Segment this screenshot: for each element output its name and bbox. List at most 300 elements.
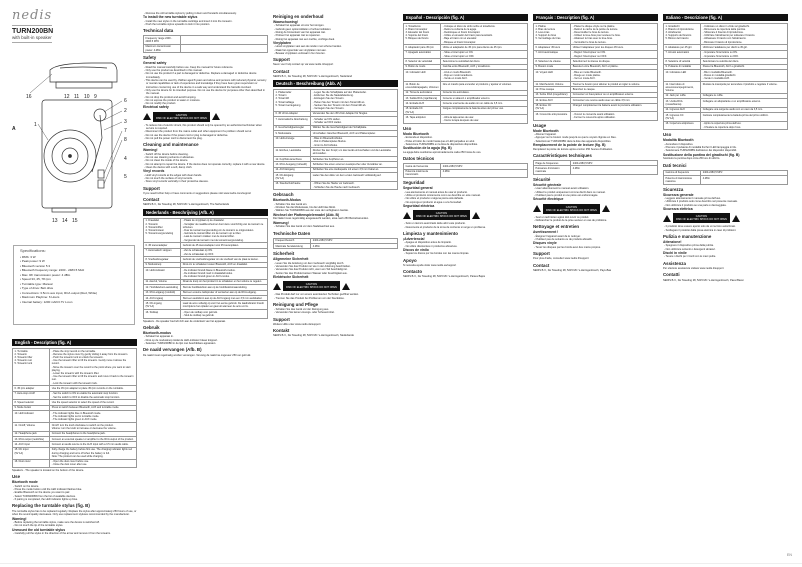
list-item: - Press the mode button until the LED indicator flashes blue. bbox=[13, 488, 83, 492]
list-item: - Druk op de modusknop totdat de LED-indicator blauw knippert. bbox=[144, 338, 218, 342]
part-name-cell: 9. Pulsante di modalità bbox=[664, 64, 701, 69]
table-row bbox=[404, 106, 528, 115]
part-name-cell: Potenza di trasmissione massima bbox=[664, 176, 701, 185]
part-name-cell: 1. Plattenteller 2. Tonarm 3. Tonarmlift 4. Tonarmablage 5. Tonarmverriegelung bbox=[274, 90, 311, 111]
part-description-cell: Schließen Sie einen externen Lautsprecher oder Verstärker an. bbox=[311, 162, 398, 167]
subheading: Allgemeine Sicherheit bbox=[273, 257, 309, 262]
part-description-cell: Laden Sie den Akku vor dem ersten Gebrauch vollständig auf. bbox=[311, 173, 398, 182]
table-row bbox=[664, 113, 788, 122]
warning-triangle-icon bbox=[472, 212, 480, 219]
description-table bbox=[143, 35, 268, 53]
part-name-cell: 14. Ingresso AUX bbox=[664, 107, 701, 112]
part-description-cell: Collegare un altoparlante o un amplificatore esterno. bbox=[701, 99, 788, 108]
part-name-cell: 14. Entrée AUX bbox=[534, 98, 571, 103]
list-item: - Do not pull the power cord to disconnect the plug. bbox=[144, 137, 203, 141]
section-heading: Replacing the turntable stylus (fig. B) bbox=[12, 503, 90, 509]
spec-item: • Bluetooth version 5.3 bbox=[20, 264, 128, 269]
part-description-cell: Chargez complètement la batterie avant la première utilisation. bbox=[571, 103, 658, 112]
part-description-cell: 4 dBm bbox=[571, 166, 658, 175]
part-description-cell bbox=[181, 36, 268, 45]
part-name-cell: 8. Snelheidsregelaar bbox=[144, 257, 181, 262]
list-item: - Houd vinylplaten vast aan de randen met schone handen. bbox=[274, 45, 342, 49]
part-description-cell: - De indicator brandt blauw in Bluetooth-modus. - De indicator brandt rood in draaitafelmodus. - De indicator brandt groen in AUX-modus. bbox=[181, 268, 268, 280]
section-heading: Caractéristiques techniques bbox=[533, 153, 592, 159]
part-name-cell: Potencia máxima de transmisión bbox=[404, 169, 441, 178]
table-row bbox=[13, 422, 137, 431]
part-description-cell: - Plaats de vinylplaat op de draaitafel. - Verwijder de naaldbeschermer door deze voorzichtig van de toonarm te schuiven. - Duw de toonarmvergrendeling om de toonarm te ontgrendelen. - Gebruik de toonarmlifter om de toonarm op te tillen. - Laat de toonarm zakken met de toonarmlifter. - Vergrendel de toonarm met de toonarmvergrendeling. bbox=[181, 218, 268, 243]
part-name-cell: Maximum transmission power: 4 dBm bbox=[144, 44, 181, 53]
list-item: - Spegnere il dispositivo prima della pulizia. bbox=[664, 244, 714, 248]
part-description-cell bbox=[181, 44, 268, 53]
part-name-cell: 13. Uscita RCA (rossa/bianca) bbox=[664, 99, 701, 108]
list-item: - Do not touch the tip of the turntable stylus. bbox=[13, 524, 64, 528]
table-row bbox=[144, 301, 268, 310]
list-item: - No utilice el producto si alguna pieza está dañada. bbox=[404, 197, 464, 201]
description-table bbox=[403, 163, 528, 178]
table-row bbox=[664, 24, 788, 45]
part-description-cell: Passa tra Bluetooth, AUX e giradischi. bbox=[701, 64, 788, 69]
subheading: Mode Bluetooth bbox=[533, 128, 559, 133]
subheading: To install the new turntable stylus bbox=[143, 15, 198, 20]
part-description-cell: Connectez un haut-parleur ou un amplificateur externe. bbox=[571, 92, 658, 97]
list-item: - Do not use the device if the power cord or plug is damaged or defective. bbox=[144, 133, 229, 137]
section-heading: Support bbox=[533, 251, 550, 256]
part-name-cell: 9. Bouton mode bbox=[534, 64, 571, 69]
table-row bbox=[534, 50, 658, 59]
part-name-cell: 10. LED indicator bbox=[13, 411, 50, 423]
diagram-label: 14 bbox=[62, 218, 68, 224]
part-name-cell: 16. Dust cover bbox=[13, 459, 50, 468]
paragraph: Sostituire la puntina dopo circa 250 ore di utilizzo. bbox=[663, 157, 721, 161]
paragraph: De naald moet regelmatig worden vervangen. Vervang de naald na ongeveer 250 uur gebruik. bbox=[143, 353, 251, 357]
part-description-cell: Connect the headphones to the headphone jack. bbox=[50, 431, 137, 436]
list-item: - Non utilizzare il prodotto se una parte è danneggiata. bbox=[664, 203, 727, 207]
list-item: - Leggere attentamente il manuale prima dell'uso. bbox=[664, 197, 721, 201]
section-heading: Limpieza y mantenimiento bbox=[403, 230, 458, 236]
list-item: - Setzen Sie das Produkt keinem Wasser oder Feuchtigkeit aus. bbox=[274, 271, 348, 275]
section-heading: Usage bbox=[533, 122, 547, 128]
section-heading: Dati tecnici bbox=[663, 162, 687, 168]
list-item: - Seul un technicien agréé doit ouvrir ce produit. bbox=[534, 215, 590, 219]
subheading: Unmount the old turntable stylus bbox=[12, 527, 66, 532]
table-row bbox=[144, 44, 268, 53]
part-name-cell: 14. AUX-Eingang bbox=[274, 167, 311, 172]
paragraph: NEDIS B.V., De Tweeling 28, 5215 MC 's-Hertogenbosch, Niederlande bbox=[273, 334, 354, 338]
subheading: Modalità Bluetooth bbox=[663, 138, 694, 143]
subheading: General safety bbox=[143, 61, 167, 66]
description-table bbox=[663, 170, 788, 185]
table-row bbox=[534, 112, 658, 121]
divider bbox=[12, 25, 52, 26]
warning-triangle-icon bbox=[732, 215, 740, 222]
description-table bbox=[533, 23, 658, 121]
section-heading: Reinigung und Pflege bbox=[273, 301, 319, 307]
diagram-label: 1 bbox=[34, 122, 37, 128]
footer-rule bbox=[0, 563, 802, 564]
diagram-label: 12 bbox=[64, 94, 70, 100]
description-table bbox=[273, 238, 398, 250]
table-row bbox=[664, 81, 788, 93]
diagram-label: 11 bbox=[74, 94, 80, 100]
section-header: Français : Description (fig. A) bbox=[533, 14, 658, 21]
diagram-label: 3 bbox=[124, 119, 127, 125]
section-heading: Cleaning and maintenance bbox=[143, 142, 199, 148]
part-name-cell: 7. Arresto automatico bbox=[664, 50, 701, 59]
section-heading: Seguridad bbox=[403, 180, 425, 186]
section-heading: Contact bbox=[143, 197, 160, 203]
spec-item: • Type of drive: Belt drive bbox=[20, 286, 128, 291]
table-row bbox=[274, 181, 398, 190]
section-heading: Technische Daten bbox=[273, 230, 311, 236]
part-name-cell: 16. Tapa antipolvo bbox=[404, 115, 441, 124]
table-row bbox=[664, 70, 788, 82]
part-description-cell: Gire el mando para encender el producto y ajustar el volumen. bbox=[441, 81, 528, 90]
part-description-cell: Drehen Sie den Knopf, um das Gerät einzuschalten und die Lautstärke einzustellen. bbox=[311, 148, 398, 157]
part-description-cell: Umschalten zwischen Bluetooth, AUX und Plattenspieler. bbox=[311, 131, 398, 136]
list-item: - To reduce risk of electric shock, this product should only be opened by an authorized technician when service is required. bbox=[144, 123, 262, 131]
table-row bbox=[404, 50, 528, 59]
table-row bbox=[404, 81, 528, 90]
section-heading: Contact bbox=[533, 262, 550, 268]
list-item: - Schakel het apparaat in. bbox=[144, 335, 174, 339]
list-item: - Only use the device for its intended purpose. Do not use the device for purposes other than described in the manual. bbox=[144, 88, 265, 96]
part-name-cell: 16. Staubschutzhaube bbox=[274, 181, 311, 190]
part-description-cell: - Legen Sie die Schallplatte auf den Plattenteller. - Entfernen Sie die Nadelabdeckung. - Entriegeln Sie den Tonarm. - Heben Sie den Tonarm mit dem Tonarmlift an. - Senken Sie den Tonarm mit dem Tonarmlift ab. - Verriegeln Sie den Tonarm. bbox=[311, 90, 398, 111]
part-name-cell: 9. Botón de modo bbox=[404, 64, 441, 69]
caution-label bbox=[273, 281, 398, 291]
part-name-cell: 9. Modusknop bbox=[144, 262, 181, 267]
part-description-cell: Schließen Sie eine Audioquelle mit einem 3,5 mm Kabel an. bbox=[311, 167, 398, 172]
list-item: - Desconecte el producto de la toma de corriente si surge un problema. bbox=[404, 225, 486, 229]
part-name-cell: 14. Entrada AUX bbox=[404, 101, 441, 106]
list-item: - Schalten Sie das Gerät ein. bbox=[274, 202, 308, 206]
part-description-cell: Utilisez l'adaptateur pour les disques 45 tours. bbox=[571, 45, 658, 50]
section-heading: Apoyo bbox=[403, 257, 417, 263]
part-description-cell: - Coloque el disco de vinilo sobre el tocadiscos. - Retire la cubierta de la aguja. - Desbloquee el brazo fonocaptor. - Utilice el elevador del brazo para levantarlo. - Baje el brazo con el elevador. - Bloquee el brazo fonocaptor. bbox=[441, 24, 528, 45]
part-name-cell: 15. DC-ingang (5V 1A) bbox=[144, 301, 181, 310]
paragraph: NEDIS B.V., De Tweeling 28, 5215 MC 's-Hertogenbosch, Nederland bbox=[273, 75, 352, 79]
list-item: - Lesen Sie die Anleitung vor dem Gebrauch sorgfältig durch. bbox=[274, 261, 345, 265]
part-description-cell: Press to switch between Bluetooth, AUX and turntable mode. bbox=[50, 405, 137, 410]
list-item: - This device can be used by children aged 8 years and above and persons with reduced physical, sensory or mental capabilities or lack of experience and knowledge if they have been given supervision or instruction concerning use of the device in a safe way and understand the hazards involved. bbox=[144, 79, 267, 89]
caution-label bbox=[403, 210, 528, 220]
section-header: Español - Descripción (fig. A) bbox=[403, 14, 528, 21]
section-heading: Pulizia e manutenzione bbox=[663, 233, 712, 239]
paragraph: NEDIS B.V., De Tweeling 28, 5215 MC 's-Hertogenbosch, Pays-Bas bbox=[533, 268, 612, 272]
list-item: - Tenere i dischi per i bordi con le mani pulite. bbox=[664, 255, 716, 259]
divider bbox=[12, 42, 52, 43]
part-description-cell: Sluit de hoofdtelefoon aan op de hoofdtelefoonaansluiting. bbox=[181, 285, 268, 290]
part-description-cell: - Azul en modo Bluetooth. - Rojo en modo tocadiscos. - Verde en modo AUX. bbox=[441, 70, 528, 82]
section-heading: Safety bbox=[143, 55, 157, 61]
list-item: - Switch off the device before cleaning. bbox=[144, 152, 189, 156]
part-name-cell: 1. Platine 2. Bras de lecture 3. Lève-bras 4. Support du bras 5. Verrouillage du bras bbox=[534, 24, 571, 45]
warning-triangle-icon bbox=[273, 283, 281, 290]
model-title: TURN200BN bbox=[12, 28, 54, 35]
paragraph: NEDIS B.V., De Tweeling 28, 5215 MC 's-Hertogenbosch, Países Bajos bbox=[403, 275, 486, 279]
part-name-cell: 12. Prise casque bbox=[534, 87, 571, 92]
section-heading: Assistenza bbox=[663, 260, 686, 266]
list-item: - Seleccione TURN200BN en la lista de dispositivos disponibles. bbox=[404, 142, 478, 146]
table-row bbox=[144, 248, 268, 257]
part-name-cell: 11. Marche/arrêt, Volume bbox=[534, 81, 571, 86]
part-name-cell: 12. Hoofdtelefoon-aansluiting bbox=[144, 285, 181, 290]
part-name-cell: 13. RCA-uitgang (rood/wit) bbox=[144, 290, 181, 295]
table-row bbox=[13, 459, 137, 468]
list-item: - Trennen Sie das Produkt bei Problemen von der Steckdose. bbox=[274, 296, 345, 300]
section-heading: Gebrauch bbox=[273, 192, 294, 198]
caution-subtitle: RISK OF ELECTRIC SHOCK DO NOT OPEN bbox=[156, 116, 207, 120]
table-row bbox=[404, 169, 528, 178]
caution-box bbox=[283, 281, 340, 291]
paragraph: La aguja debe sustituirse aproximadamente cada 250 horas de uso. bbox=[403, 150, 482, 154]
description-table bbox=[403, 23, 528, 124]
subheading: Wechsel der Plattenspielernadel (Abb. B) bbox=[273, 212, 340, 217]
list-item: - Wählen Sie TURN200BN aus der Liste der verfügbaren Geräte. bbox=[274, 209, 349, 213]
part-name-cell: 1. Draaitafel 2. Toonarm 3. Toonarmlifter 4. Toonarmsteun 5. Toonarmvergrendeling bbox=[144, 218, 181, 243]
table-row bbox=[404, 70, 528, 82]
warning-triangle-icon bbox=[143, 113, 151, 120]
diagram-label: 9 bbox=[94, 94, 97, 100]
part-name-cell: 14. AUX input bbox=[13, 442, 50, 447]
part-description-cell: - Blau im Bluetooth-Modus. - Rot im Plattenspieler-Modus. - Grün im AUX-Modus. bbox=[311, 136, 398, 148]
subheading: Remplacement de la pointe de lecture (fig. B) bbox=[533, 143, 606, 148]
table-row bbox=[13, 411, 137, 423]
list-item: - Carefully pull the stylus in the direction of the arrow and remove it from the tonearm. bbox=[13, 531, 111, 535]
subheading: Seguridad general bbox=[403, 186, 433, 191]
list-item: - Switch on the device. bbox=[13, 484, 40, 488]
list-item: - Raak het oppervlak van vinylplaten niet aan. bbox=[274, 48, 327, 52]
list-item: - Accendere il dispositivo. bbox=[664, 142, 694, 146]
subheading: Bluetooth-modus bbox=[143, 330, 172, 335]
part-description-cell: Fully charge the battery before first use. The charging indicator lights red during charging and turns off when the battery is full. Note: The product can be used while charging. bbox=[50, 447, 137, 459]
subheading: Warning! bbox=[12, 516, 27, 521]
part-name-cell: 12. Toma de auriculares bbox=[404, 90, 441, 95]
part-description-cell: Sluit een externe luidspreker of versterker aan op de RCA-uitgang. bbox=[181, 290, 268, 295]
part-description-cell: - Abra la tapa antes de usar. - Cierre la tapa después de usar. bbox=[441, 115, 528, 124]
table-row bbox=[144, 310, 268, 319]
part-name-cell: 6. 45 U/min-Adapter bbox=[274, 111, 311, 116]
part-name-cell: 8. Speed selector bbox=[13, 400, 50, 405]
part-description-cell: - Open the dust cover before use. - Close the dust cover after use. bbox=[50, 459, 137, 468]
subheading: Sécurité générale bbox=[533, 183, 562, 187]
list-item: - Schalten Sie das Gerät vor dem Nadelwechsel aus. bbox=[274, 225, 335, 229]
spec-item: • Connections: 3.5mm aux input, RCA output (Red, White) bbox=[20, 291, 128, 296]
part-name-cell: 6. 45 toerenadapter bbox=[144, 243, 181, 248]
warning-triangle-icon bbox=[663, 215, 671, 222]
list-item: - N'utilisez pas le produit si une pièce est endommagée. bbox=[534, 194, 599, 197]
list-item: - Reinig de binnenkant van het apparaat niet. bbox=[274, 31, 326, 34]
subheading: Sicurezza generale bbox=[663, 192, 694, 197]
part-description-cell: 2400-2483,5 MHz bbox=[571, 161, 658, 166]
list-item: - Appuyez sur le bouton mode jusqu'à ce que le voyant clignote en bleu. bbox=[534, 136, 617, 140]
part-description-cell: - Sitúe el interruptor en ON. - Sitúe el interruptor en OFF. bbox=[441, 50, 528, 59]
part-description-cell: Tournez le bouton pour allumer le produit et régler le volume. bbox=[571, 81, 658, 86]
part-description-cell: 4 dBm bbox=[311, 243, 398, 248]
section-heading: Uso bbox=[403, 125, 412, 131]
subheading: ¡Advertencia! bbox=[403, 236, 425, 241]
part-description-cell: - Set the switch to ON to enable the automatic stop function. - Set the switch to OFF to disable the automatic stop function. bbox=[50, 391, 137, 400]
part-name-cell: 11. Aan/uit, Volume bbox=[144, 279, 181, 284]
part-description-cell: Wählen Sie die Geschwindigkeit der Schallplatte. bbox=[311, 125, 398, 130]
part-description-cell: Cambia entre Bluetooth, AUX y tocadiscos. bbox=[441, 64, 528, 69]
spec-item: • Peak power: 9 W bbox=[20, 259, 128, 264]
table-row bbox=[144, 268, 268, 280]
part-description-cell: Gebruik de 45 toerenadapter voor 45 toerenplaten. bbox=[181, 243, 268, 248]
list-item: - Encienda el dispositivo. bbox=[404, 136, 433, 140]
part-description-cell: Utilizzare l'adattatore per dischi a 45 giri. bbox=[701, 45, 788, 50]
subheading: Sicurezza elettrica bbox=[663, 206, 693, 211]
spec-item: • Bluetooth frequency range: 2400 - 2483.5 MHz bbox=[20, 268, 128, 273]
table-row bbox=[13, 349, 137, 386]
table-row bbox=[404, 24, 528, 45]
caution-box bbox=[413, 210, 470, 220]
part-description-cell: - Impostare l'interruttore su ON. - Impostare l'interruttore su OFF. bbox=[701, 50, 788, 59]
section-heading: Support bbox=[143, 185, 160, 191]
part-description-cell: 4 dBm bbox=[441, 169, 528, 178]
part-name-cell: Gama de frecuencia bbox=[404, 164, 441, 169]
part-name-cell: 6. Adaptateur 45 tours bbox=[534, 45, 571, 50]
part-name-cell: 8. Geschwindigkeitsregler bbox=[274, 125, 311, 130]
table-row bbox=[274, 173, 398, 182]
part-description-cell: Selezionare la velocità del disco. bbox=[701, 59, 788, 64]
list-item: - Gebruik geen oplosmiddelen of schuurmiddelen. bbox=[274, 27, 332, 31]
part-name-cell: 13. RCA output (red/white) bbox=[13, 436, 50, 441]
subheading: Sustitución de la aguja (fig. B) bbox=[403, 146, 452, 151]
list-item: - Probeer het apparaat niet te repareren. bbox=[274, 34, 321, 38]
part-name-cell: Plage de fréquences bbox=[534, 161, 571, 166]
list-item: - Utilisez le produit uniquement comme décrit dans ce manuel. bbox=[534, 190, 606, 194]
page-number: EN bbox=[787, 553, 792, 557]
part-description-cell: - Réglez l'interrupteur sur ON. - Réglez l'interrupteur sur OFF. bbox=[571, 50, 658, 59]
column-french bbox=[533, 12, 658, 272]
list-item: - Das Produkt darf nur von einem autorisierten Techniker geöffnet werden. bbox=[274, 293, 359, 297]
part-description-cell: - Bleu en mode Bluetooth. - Rouge en mode platine. - Vert en mode AUX. bbox=[571, 70, 658, 82]
section-heading: Sicurezza bbox=[663, 186, 684, 192]
part-name-cell: 10. Indicador LED bbox=[404, 70, 441, 82]
subheading: Sécurité électrique bbox=[533, 197, 564, 202]
list-item: - Solo un técnico autorizado debe abrir este producto. bbox=[404, 222, 466, 226]
part-description-cell: Sluit een audiobron aan op de AUX-ingang met een 3,5 mm audiokabel. bbox=[181, 296, 268, 301]
section-heading: Technical data bbox=[143, 28, 174, 34]
section-heading: Uso bbox=[663, 132, 672, 138]
paragraph: Neem voor hulp contact op via www.nedis.nl/support bbox=[273, 63, 334, 67]
section-heading: Contatti bbox=[663, 272, 680, 278]
part-name-cell: 10. Indicatore LED bbox=[664, 70, 701, 82]
diagram-label: 16 bbox=[26, 94, 32, 100]
part-name-cell: Frequency range 2400 - 2483.5 MHz bbox=[144, 36, 181, 45]
diagram-label: 10 bbox=[84, 94, 90, 100]
list-item: - Do not modify the product. bbox=[144, 102, 177, 106]
caution-label bbox=[143, 112, 268, 122]
caution-subtitle: RISK OF ELECTRIC SHOCK DO NOT OPEN bbox=[546, 208, 597, 212]
part-description-cell: Schließen Sie Kopfhörer an. bbox=[311, 156, 398, 161]
column-italian bbox=[663, 12, 788, 282]
list-item: - Do not attempt to repair the device. If the device does not operate correctly, replace it with a new device. bbox=[144, 162, 266, 166]
part-name-cell: 1. Turntable 2. Tonearm 3. Tonearm lifter 4. Tonearm rest 5. Tonearm lock bbox=[13, 349, 50, 386]
spec-item: • Max. RF transmission power: 4 dBm bbox=[20, 273, 128, 278]
part-name-cell: Gamma di frequenza bbox=[664, 170, 701, 175]
list-item: - Premere il pulsante di modalità finché il LED lampeggia in blu. bbox=[664, 146, 737, 150]
part-description-cell: Conecte un altavoz o amplificador externo. bbox=[441, 95, 528, 100]
part-name-cell: Puissance d'émission maximale bbox=[534, 166, 571, 175]
list-item: - Schalten Sie das Gerät vor der Reinigung aus. bbox=[274, 307, 330, 311]
part-description-cell: Basculez entre Bluetooth, AUX et platine. bbox=[571, 64, 658, 69]
table-row bbox=[13, 447, 137, 459]
part-description-cell: - Schalter auf ON stellen. - Schalter auf OFF stellen. bbox=[311, 117, 398, 126]
part-description-cell: - Placez le disque vinyle sur la platine. - Retirez le cache de la pointe de lecture. - Déverrouillez le bras de lecture. - Utilisez le lève-bras pour soulever le bras. - Abaissez le bras avec le lève-bras. - Verrouillez le bras de lecture. bbox=[571, 24, 658, 45]
warning-triangle-icon bbox=[403, 212, 411, 219]
part-description-cell: - Open de stofkap voor gebruik. - Sluit de stofkap na gebruik. bbox=[181, 310, 268, 319]
caution-label bbox=[663, 213, 788, 223]
section-heading: Sicherheit bbox=[273, 251, 295, 257]
paragraph: Remplacez la pointe de lecture après environ 250 heures d'utilisation. bbox=[533, 147, 613, 151]
description-table bbox=[143, 218, 268, 319]
table-row bbox=[664, 121, 788, 130]
description-table bbox=[533, 160, 658, 175]
part-description-cell: Druk om te schakelen tussen Bluetooth, AUX en draaitafel. bbox=[181, 262, 268, 267]
paragraph: Speakers - The speaker is located on the bottom of the device. bbox=[12, 469, 85, 473]
section-heading: Kontakt bbox=[273, 328, 290, 334]
part-name-cell: 9. Mode button bbox=[13, 405, 50, 410]
part-name-cell: 11. Ein/Aus, Lautstärke bbox=[274, 148, 311, 157]
section-heading: Gebruik bbox=[143, 324, 160, 330]
caution-box bbox=[543, 204, 600, 214]
list-item: - Do not clean the inside of the device. bbox=[144, 159, 189, 163]
list-item: - Install the new stylus in the turntable cartridge and insert it into the tonearm. bbox=[144, 19, 233, 23]
subheading: Dischi in vinile bbox=[663, 250, 687, 255]
caution-subtitle: RISK OF ELECTRIC SHOCK DO NOT OPEN bbox=[286, 286, 337, 290]
list-item: - Sélectionnez TURN200BN dans la liste des appareils disponibles. bbox=[534, 139, 612, 143]
table-row bbox=[664, 99, 788, 108]
list-item: - Scollegare il prodotto dalla presa elettrica in caso di problemi. bbox=[664, 228, 737, 232]
part-description-cell: On/off: turn the knob clockwise to switch on the product. Volume: turn the knob to increase or decrease the volume. bbox=[50, 422, 137, 431]
part-description-cell: Seleccione la velocidad del disco. bbox=[441, 59, 528, 64]
list-item: - Verwenden Sie keine Lösungs- oder Scheuermittel. bbox=[274, 311, 335, 315]
part-name-cell: 16. Stofkap bbox=[144, 310, 181, 319]
part-name-cell: 13. RCA-Ausgang (rot/weiß) bbox=[274, 162, 311, 167]
table-row bbox=[404, 115, 528, 124]
subheading: Waarschuwing! bbox=[273, 20, 298, 24]
list-item: - Sujete los discos por los bordes con las manos limpias. bbox=[404, 252, 470, 256]
list-item: - Apague el dispositivo antes de limpiarlo. bbox=[404, 241, 452, 245]
part-name-cell: 15. DC input (5V 1A) bbox=[13, 447, 50, 459]
part-name-cell: 11. Interruttore di accensione/spegnimento, Volume bbox=[664, 81, 701, 93]
spec-item: • Turntable type: Manual bbox=[20, 282, 128, 287]
subheading: Warnung! bbox=[273, 220, 289, 225]
part-name-cell: 11. On/off, Volume bbox=[13, 422, 50, 431]
part-name-cell: 12. Jack per cuffie bbox=[664, 93, 701, 98]
section-header: Deutsch - Beschreibung (Abb. A) bbox=[273, 80, 398, 87]
paragraph: Weitere Hilfe unter www.nedis.de/support bbox=[273, 322, 321, 326]
list-item: - Enable Bluetooth on the device you want to pair. bbox=[13, 491, 71, 495]
paragraph: Speakers - De speaker bevindt zich aan de onderkant van het apparaat. bbox=[143, 319, 226, 323]
paragraph: Si necesita ayuda visite www.nedis.es/support bbox=[403, 263, 457, 267]
part-description-cell: Ruotare la manopola per accendere il prodotto e regolare il volume. bbox=[701, 81, 788, 93]
part-name-cell: 1. Giradischi 2. Braccio di riproduzione 3. Alzabraccio 4. Supporto del braccio 5. Blocco del braccio bbox=[664, 24, 701, 45]
section-header: English - Description (fig. A) bbox=[12, 339, 137, 346]
top-view bbox=[42, 100, 112, 212]
list-item: - Selezionare TURN200BN dall'elenco dei dispositivi disponibili. bbox=[664, 149, 737, 153]
brand-logo: nedis bbox=[12, 8, 53, 23]
list-item: - Drücken Sie die Modustaste, bis die LED blau blinkt. bbox=[274, 206, 336, 209]
part-name-cell: 16. Couvercle anti-poussière bbox=[534, 112, 571, 121]
table-row bbox=[534, 70, 658, 82]
description-table bbox=[12, 348, 137, 468]
list-item: - Before replacing the turntable stylus, make sure the device is switched off. bbox=[13, 520, 100, 524]
part-description-cell: Draai de knop om het product in te schakelen en het volume te regelen. bbox=[181, 279, 268, 284]
caution-title: CAUTION bbox=[695, 215, 708, 219]
